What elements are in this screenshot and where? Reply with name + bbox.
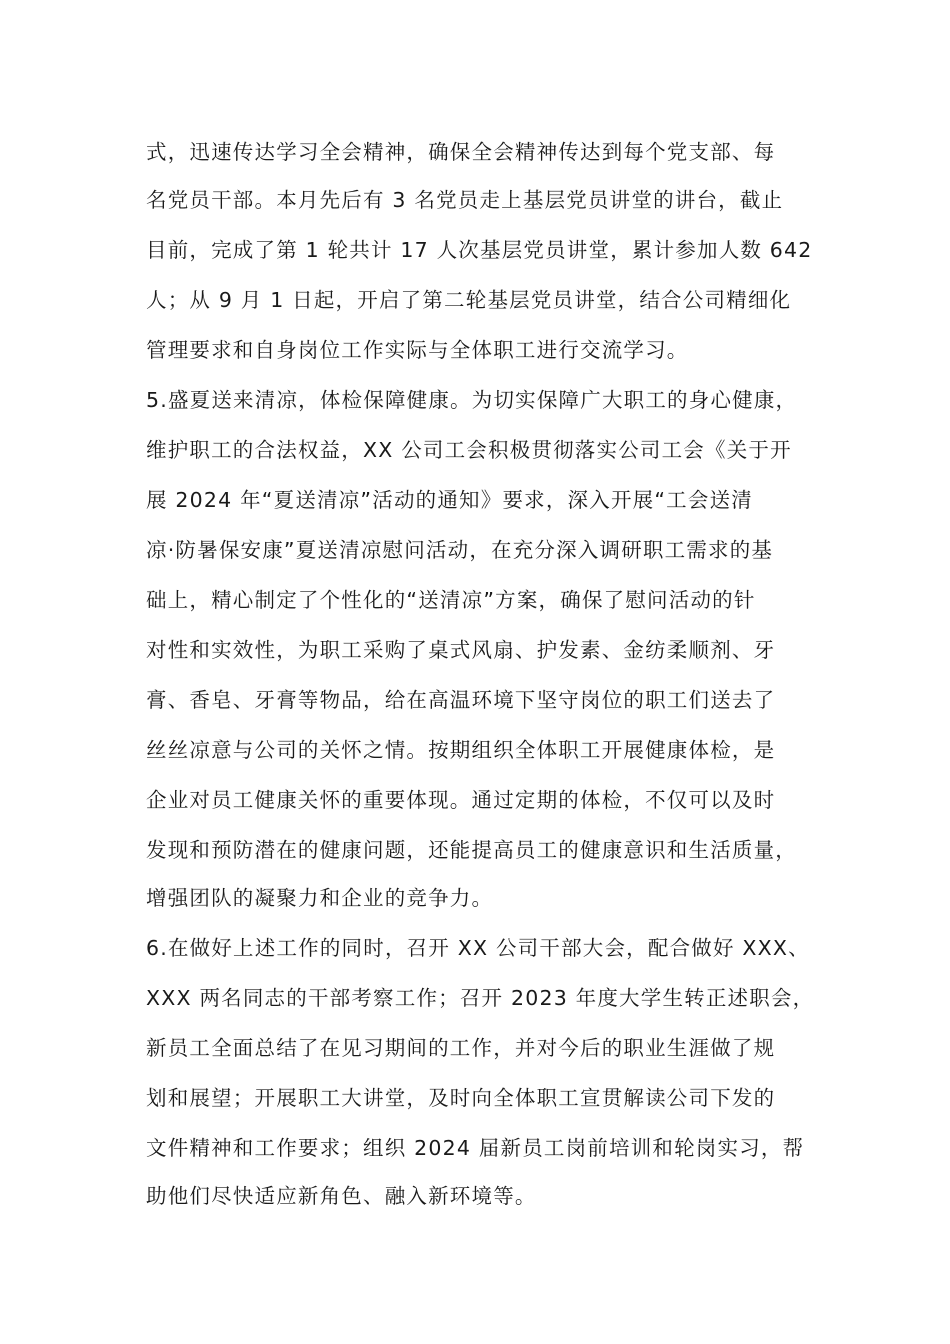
- text-line: 式，迅速传达学习全会精神，确保全会精神传达到每个党支部、每: [146, 140, 776, 164]
- text-line: 5.盛夏送来清凉，体检保障健康。为切实保障广大职工的身心健康，: [146, 388, 798, 412]
- text-line: 新员工全面总结了在见习期间的工作，并对今后的职业生涯做了规: [146, 1036, 776, 1060]
- text-line: 展 2024 年“夏送清凉”活动的通知》要求，深入开展“工会送清: [146, 488, 753, 512]
- text-line: 文件精神和工作要求；组织 2024 届新员工岗前培训和轮岗实习，帮: [146, 1136, 805, 1160]
- text-line: 增强团队的凝聚力和企业的竞争力。: [146, 886, 494, 910]
- text-line: 名党员干部。本月先后有 3 名党员走上基层党员讲堂的讲台，截止: [146, 188, 784, 212]
- text-line: 划和展望；开展职工大讲堂，及时向全体职工宣贯解读公司下发的: [146, 1086, 776, 1110]
- text-line: 人；从 9 月 1 日起，开启了第二轮基层党员讲堂，结合公司精细化: [146, 288, 792, 312]
- text-line: 础上，精心制定了个性化的“送清凉”方案，确保了慰问活动的针: [146, 588, 756, 612]
- text-line: 助他们尽快适应新角色、融入新环境等。: [146, 1184, 537, 1208]
- text-line: 6.在做好上述工作的同时，召开 XX 公司干部大会，配合做好 XXX、: [146, 936, 810, 960]
- text-line: 对性和实效性，为职工采购了桌式风扇、护发素、金纺柔顺剂、牙: [146, 638, 776, 662]
- text-line: 丝丝凉意与公司的关怀之情。按期组织全体职工开展健康体检，是: [146, 738, 776, 762]
- text-line: 维护职工的合法权益，XX 公司工会积极贯彻落实公司工会《关于开: [146, 438, 792, 462]
- text-line: 膏、香皂、牙膏等物品，给在高温环境下坚守岗位的职工们送去了: [146, 688, 776, 712]
- text-line: 管理要求和自身岗位工作实际与全体职工进行交流学习。: [146, 338, 689, 362]
- text-line: 目前，完成了第 1 轮共计 17 人次基层党员讲堂，累计参加人数 642: [146, 238, 813, 262]
- text-line: 发现和预防潜在的健康问题，还能提高员工的健康意识和生活质量，: [146, 838, 797, 862]
- text-line: 凉·防暑保安康”夏送清凉慰问活动，在充分深入调研职工需求的基: [146, 538, 774, 562]
- text-line: 企业对员工健康关怀的重要体现。通过定期的体检，不仅可以及时: [146, 788, 776, 812]
- text-line: XXX 两名同志的干部考察工作；召开 2023 年度大学生转正述职会，: [146, 986, 815, 1010]
